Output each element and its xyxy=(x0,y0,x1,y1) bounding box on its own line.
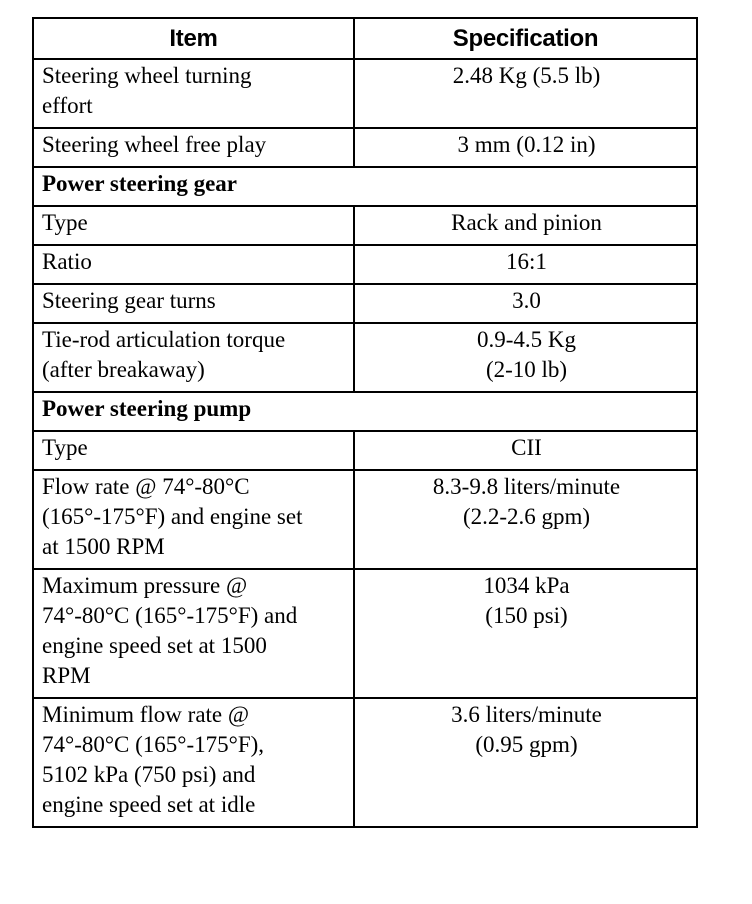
item-cell xyxy=(33,323,354,392)
table-row xyxy=(33,128,697,167)
item-text-line: effort xyxy=(42,93,93,118)
item-text-line: (165°-175°F) and engine set xyxy=(42,504,303,529)
item-cell xyxy=(33,698,354,827)
table-row xyxy=(33,206,697,245)
specification-text-line: Rack and pinion xyxy=(451,210,602,235)
item-cell xyxy=(33,470,354,569)
item-text-line: engine speed set at idle xyxy=(42,792,256,817)
item-text-line: 74°-80°C (165°-175°F) and xyxy=(42,603,298,628)
item-cell xyxy=(33,284,354,323)
specification-cell xyxy=(354,128,697,167)
specification-cell xyxy=(354,284,697,323)
specification-cell xyxy=(354,698,697,827)
section-title: Power steering gear xyxy=(33,167,697,206)
table-row xyxy=(33,245,697,284)
section-header-row xyxy=(33,167,697,206)
specification-cell xyxy=(354,323,697,392)
header-specification: Specification xyxy=(354,18,697,59)
item-cell xyxy=(33,569,354,698)
spec-table xyxy=(32,17,698,828)
item-text-line: Steering gear turns xyxy=(42,288,216,313)
specification-cell xyxy=(354,59,697,128)
table-row xyxy=(33,431,697,470)
item-text-line: Steering wheel free play xyxy=(42,132,267,157)
specification-cell xyxy=(354,470,697,569)
item-text-line: Minimum flow rate @ xyxy=(42,702,250,727)
item-text-line: Ratio xyxy=(42,249,92,274)
header-item: Item xyxy=(33,18,354,59)
item-text-line: RPM xyxy=(42,663,91,688)
item-cell xyxy=(33,206,354,245)
item-text-line: Steering wheel turning xyxy=(42,63,252,88)
item-text-line: Maximum pressure @ xyxy=(42,573,248,598)
specification-text-line: 3.0 xyxy=(512,288,541,313)
table-row xyxy=(33,569,697,698)
specification-text-line: 3 mm (0.12 in) xyxy=(457,132,596,157)
section-header-row xyxy=(33,392,697,431)
item-cell xyxy=(33,245,354,284)
item-text-line: Tie-rod articulation torque xyxy=(42,327,286,352)
specification-text-line: (0.95 gpm) xyxy=(475,732,578,757)
specification-cell xyxy=(354,569,697,698)
table-row xyxy=(33,698,697,827)
item-cell xyxy=(33,431,354,470)
specification-text-line: (2-10 lb) xyxy=(485,357,568,382)
specification-text-line: (150 psi) xyxy=(485,603,568,628)
specification-text-line: 0.9-4.5 Kg xyxy=(476,327,577,352)
item-text-line: at 1500 RPM xyxy=(42,534,165,559)
specification-text-line: 16:1 xyxy=(506,249,547,274)
section-title: Power steering pump xyxy=(33,392,697,431)
table-row xyxy=(33,323,697,392)
specification-text-line: (2.2-2.6 gpm) xyxy=(462,504,591,529)
specification-text-line: 2.48 Kg (5.5 lb) xyxy=(452,63,601,88)
item-text-line: 5102 kPa (750 psi) and xyxy=(42,762,256,787)
item-text-line: engine speed set at 1500 xyxy=(42,633,267,658)
specification-text-line: 3.6 liters/minute xyxy=(451,702,602,727)
item-cell xyxy=(33,59,354,128)
specification-cell xyxy=(354,245,697,284)
table-row xyxy=(33,284,697,323)
item-text-line: Type xyxy=(42,435,88,460)
item-text-line: Type xyxy=(42,210,88,235)
specification-text-line: CII xyxy=(511,435,542,460)
item-text-line: 74°-80°C (165°-175°F), xyxy=(42,732,265,757)
specification-cell xyxy=(354,206,697,245)
specification-cell xyxy=(354,431,697,470)
specification-text-line: 1034 kPa xyxy=(483,573,570,598)
spec-table-body xyxy=(33,59,697,827)
item-text-line: (after breakaway) xyxy=(42,357,205,382)
table-row xyxy=(33,59,697,128)
table-row xyxy=(33,470,697,569)
specification-text-line: 8.3-9.8 liters/minute xyxy=(432,474,621,499)
item-cell xyxy=(33,128,354,167)
header-row xyxy=(33,18,697,59)
item-text-line: Flow rate @ 74°-80°C xyxy=(42,474,250,499)
